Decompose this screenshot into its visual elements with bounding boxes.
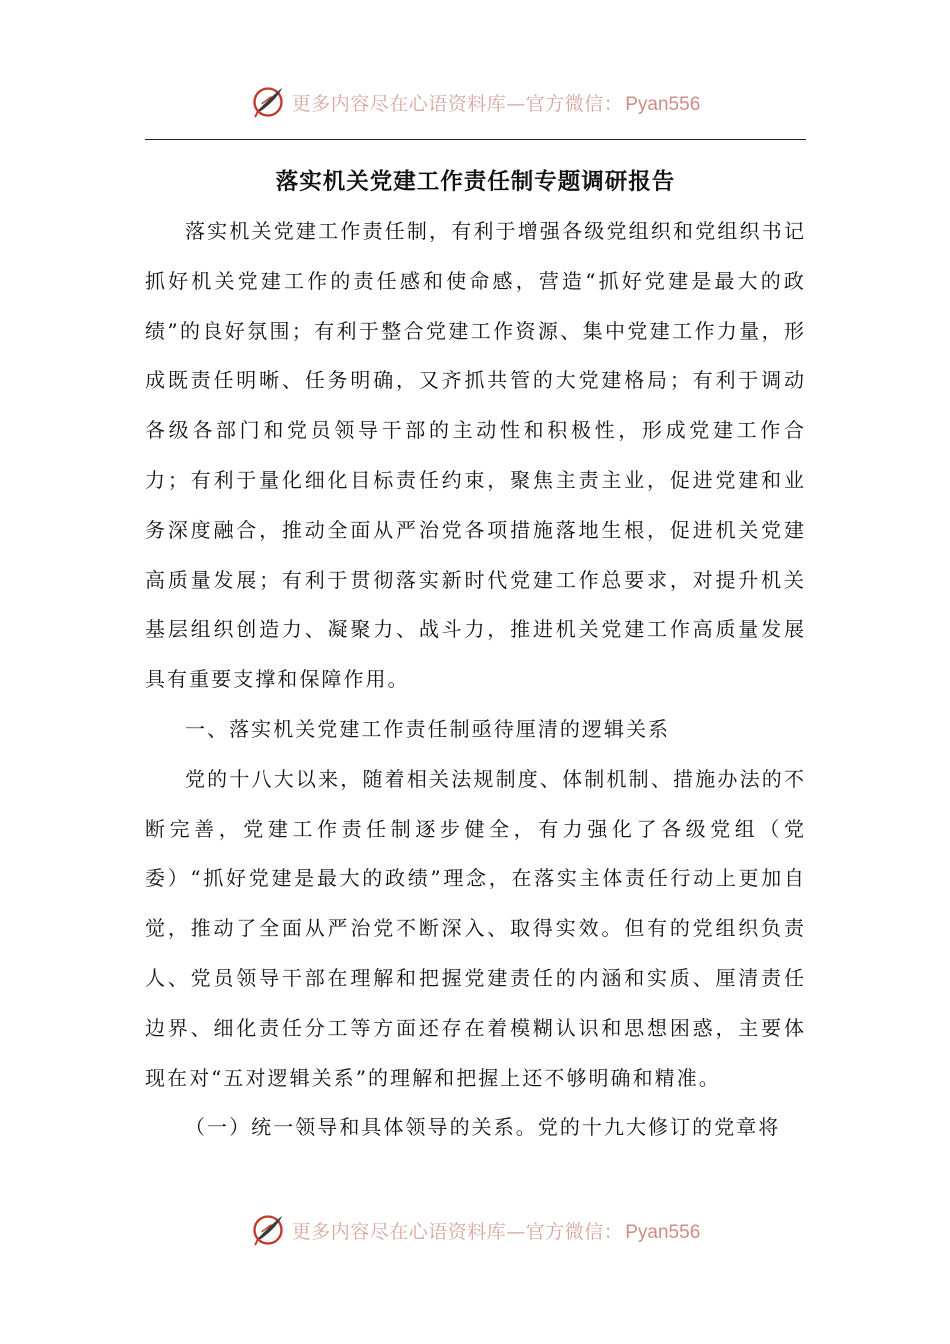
wechat-id: Pyan556: [625, 93, 701, 115]
section-heading: 一、落实机关党建工作责任制亟待厘清的逻辑关系: [185, 716, 671, 741]
watermark-text: 更多内容尽在心语资料库—官方微信： Pyan556: [291, 92, 701, 115]
header-rule: [145, 139, 806, 140]
paragraph: 落实机关党建工作责任制，有利于增强各级党组织和党组织书记抓好机关党建工作的责任感和使命感，营造“抓好党建是最大的政绩”的良好氛围；有利于整合党建工作资源、集中党建工作力量，形成既责任明晰、任务明确，又齐抓共管的大党建格局；有利于调动各级各部门和党员领导干部的主动性和积极性，形成党建工作合力；有利于量化细化目标责任约束，聚焦主责主业，促进党建和业务深度融合，推动全面从严治党各项措施落地生根，促进机关党建高质量发展；有利于贯彻落实新时代党建工作总要求，对提升机关基层组织创造力、凝聚力、战斗力，推进机关党建工作高质量发展具有重要支撑和保障作用。: [145, 219, 806, 692]
header-watermark: [0, 82, 950, 122]
wechat-id: Pyan556: [625, 1221, 701, 1243]
watermark-text: 更多内容尽在心语资料库—官方微信： Pyan556: [291, 1220, 701, 1243]
footer-watermark: [0, 1210, 950, 1250]
paragraph: 党的十八大以来，随着相关法规制度、体制机制、措施办法的不断完善，党建工作责任制逐步健全，有力强化了各级党组（党委）“抓好党建是最大的政绩”理念，在落实主体责任行动上更加自觉，推动了全面从严治党不断深入、取得实效。但有的党组织负责人、党员领导干部在理解和把握党建责任的内涵和实质、厘清责任边界、细化责任分工等方面还存在着模糊认识和思想困惑，主要体现在对“五对逻辑关系”的理解和把握上还不够明确和精准。: [145, 766, 806, 1090]
document-title: 落实机关党建工作责任制专题调研报告: [275, 169, 676, 195]
red-seal-quill-icon: [250, 1212, 286, 1248]
paragraph: （一）统一领导和具体领导的关系。党的十九大修订的党章将: [185, 1115, 781, 1140]
document-body: [145, 207, 806, 1153]
red-seal-quill-icon: [250, 84, 286, 120]
